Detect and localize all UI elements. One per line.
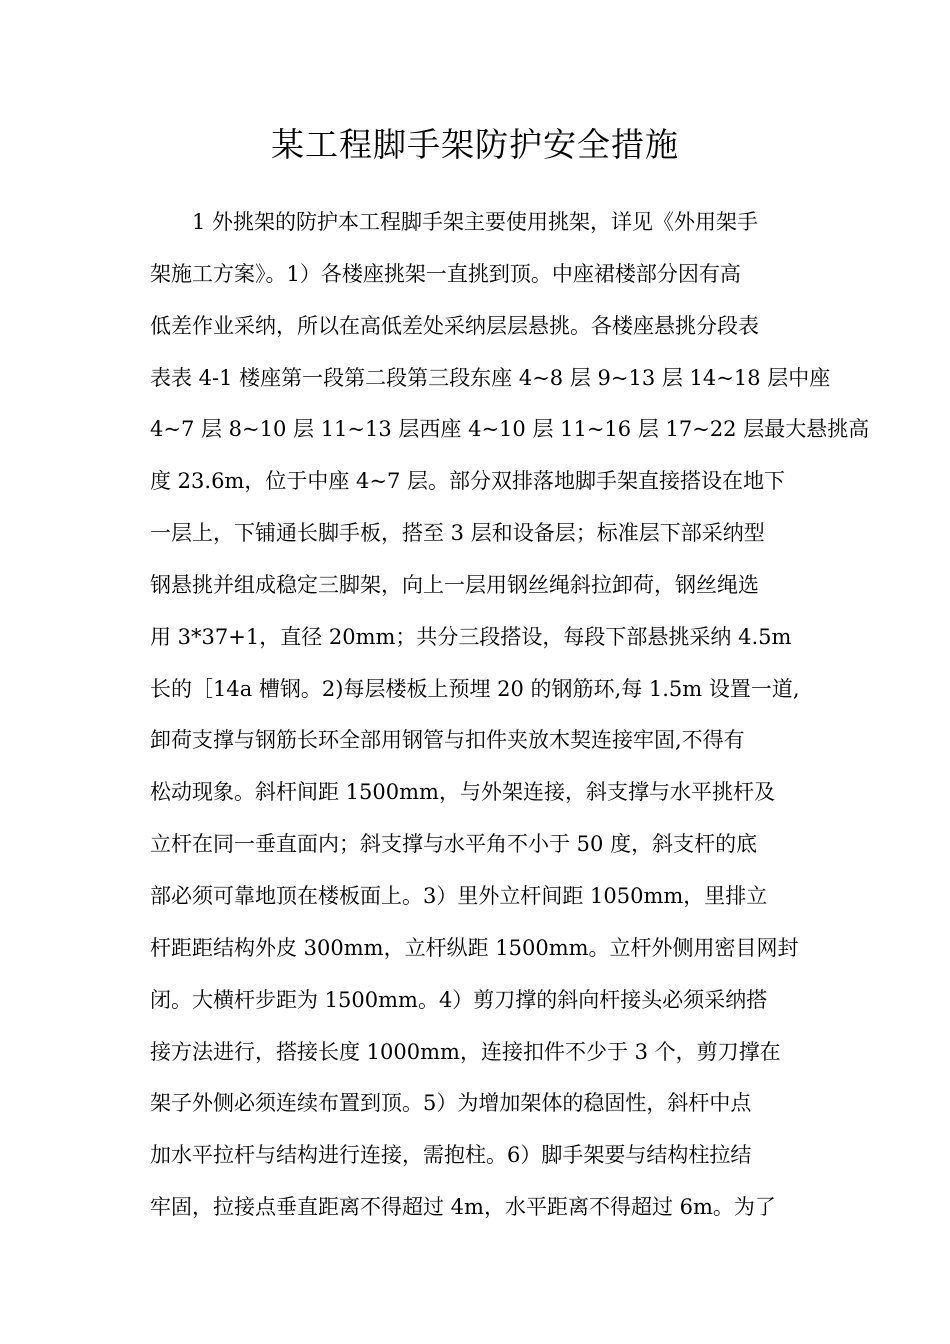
- body-line: 一层上，下铺通长脚手板，搭至 3 层和设备层；标准层下部采纳型: [150, 521, 765, 546]
- body-line: 长的［14a 槽钢。2)每层楼板上预埋 20 的钢筋环,每 1.5m 设置一道,: [150, 676, 800, 701]
- body-line: 4~7 层 8~10 层 11~13 层西座 4~10 层 11~16 层 17~22 层最大悬挑高: [150, 417, 870, 442]
- body-line: 架子外侧必须连续布置到顶。5）为增加架体的稳固性，斜杆中点: [150, 1091, 752, 1116]
- document-body: [150, 197, 870, 1234]
- body-line: 加水平拉杆与结构进行连接，需抱柱。6）脚手架要与结构柱拉结: [150, 1143, 752, 1168]
- body-line: 牢固，拉接点垂直距离不得超过 4m，水平距离不得超过 6m。为了: [150, 1195, 776, 1220]
- body-line: 接方法进行，搭接长度 1000mm，连接扣件不少于 3 个，剪刀撑在: [150, 1039, 781, 1064]
- body-line: 低差作业采纳，所以在高低差处采纳层层悬挑。各楼座悬挑分段表: [150, 313, 759, 338]
- body-line: 用 3*37+1，直径 20mm；共分三段搭设，每段下部悬挑采纳 4.5m: [150, 624, 792, 649]
- body-line: 立杆在同一垂直面内；斜支撑与水平角不小于 50 度，斜支杆的底: [150, 832, 758, 857]
- body-line: 卸荷支撑与钢筋长环全部用钢管与扣件夹放木契连接牢固,不得有: [150, 728, 745, 753]
- body-line: 架施工方案》。1）各楼座挑架一直挑到顶。中座裙楼部分因有高: [150, 261, 741, 286]
- body-line: 1 外挑架的防护本工程脚手架主要使用挑架，详见《外用架手: [192, 210, 759, 234]
- body-line: 杆距距结构外皮 300mm，立杆纵距 1500mm。立杆外侧用密目网封: [150, 935, 799, 960]
- body-line: 度 23.6m，位于中座 4~7 层。部分双排落地脚手架直接搭设在地下: [150, 469, 786, 494]
- body-line: 松动现象。斜杆间距 1500mm，与外架连接，斜支撑与水平挑杆及: [150, 780, 775, 805]
- body-line: 闭。大横杆步距为 1500mm。4）剪刀撑的斜向杆接头必须采纳搭: [150, 987, 768, 1012]
- body-line: 钢悬挑并组成稳定三脚架，向上一层用钢丝绳斜拉卸荷，钢丝绳选: [150, 572, 759, 597]
- body-line: 部必须可靠地顶在楼板面上。3）里外立杆间距 1050mm，里排立: [150, 883, 768, 908]
- body-line: 表表 4-1 楼座第一段第二段第三段东座 4~8 层 9~13 层 14~18 层中座: [150, 365, 831, 390]
- document-title: 某工程脚手架防护安全措施: [271, 125, 679, 164]
